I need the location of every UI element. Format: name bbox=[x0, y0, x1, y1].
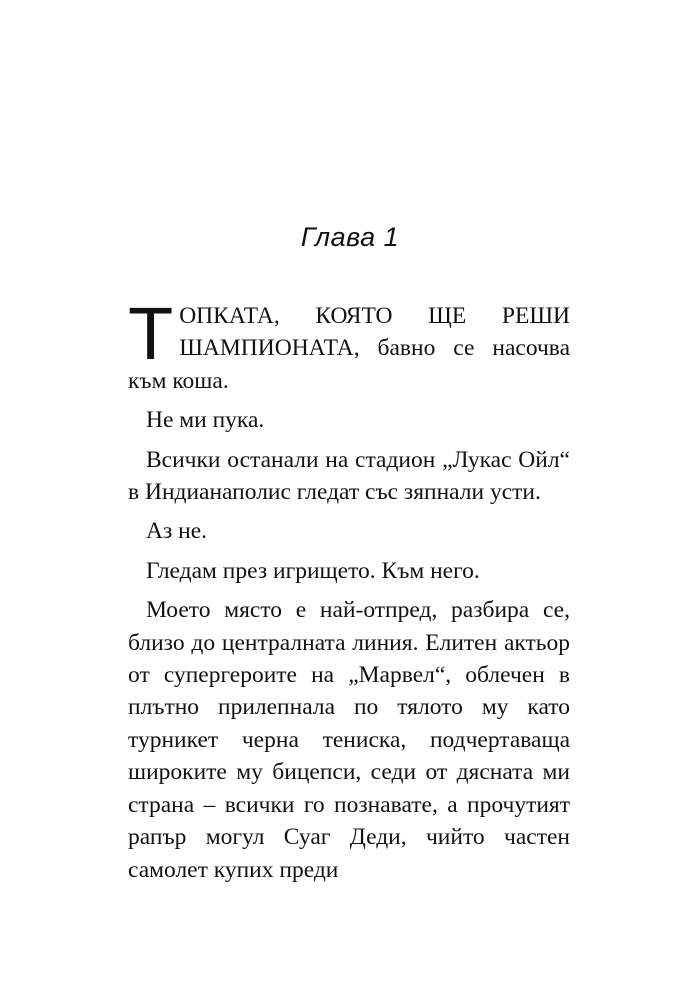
drop-cap: Т bbox=[128, 292, 174, 375]
paragraph: Гледам през игрището. Към него. bbox=[146, 557, 480, 584]
chapter-title: Глава 1 bbox=[300, 222, 400, 252]
paragraph: Не ми пука. bbox=[146, 407, 265, 434]
paragraph: Аз не. bbox=[146, 518, 208, 545]
paragraph: Всички останали на стадион „Лукас Ойл“ в Индианаполис гледат със зяпнали усти. bbox=[128, 446, 570, 506]
first-paragraph bbox=[128, 292, 570, 397]
first-paragraph-text: ОПКАТА, КОЯТО ЩЕ РЕШИ ШАМПИОНАТА, бавно се насочва към коша. bbox=[128, 303, 570, 394]
paragraph: Моето място е най-отпред, разбира се, близо до централната линия. Елитен актьор от супергероите на „Марвел“, облечен в плътно прилепнала по тялото му като турникет черна тениска, подчертаваща широките му бицепси, седи от дясната ми страна – всички го познавате, а прочутият рапър могул Суаг Деди, чийто частен самолет купих преди bbox=[128, 597, 570, 883]
chapter-text bbox=[128, 292, 570, 886]
